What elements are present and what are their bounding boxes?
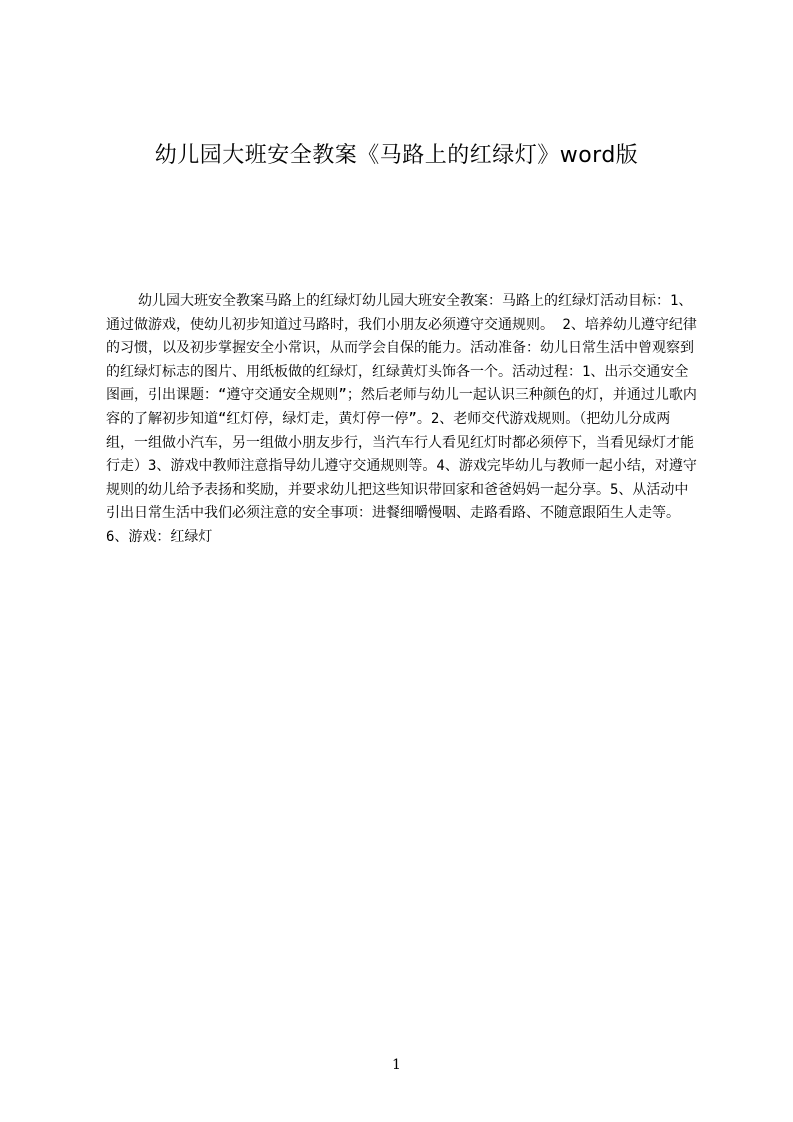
document-title: 幼儿园大班安全教案《马路上的红绿灯》word版 — [154, 143, 639, 168]
page-number: 1 — [392, 1057, 401, 1073]
document-body-paragraph: 幼儿园大班安全教案马路上的红绿灯幼儿园大班安全教案：马路上的红绿灯活动目标：1、通过做游戏，使幼儿初步知道过马路时，我们小朋友必须遵守交通规则。 2、培养幼儿遵守纪律的习惯，以及初步掌握安全小常识，从而学会自保的能力。活动准备：幼儿日常生活中曾观察到的红绿灯标志的图片、用纸板做的红绿灯，红绿黄灯头饰各一个。活动过程：1、出示交通安全图画，引出课题：“遵守交通安全规则”；然后老师与幼儿一起认识三种颜色的灯，并通过儿歌内容的了解初步知道“红灯停，绿灯走，黄灯停一停”。2、老师交代游戏规则。（把幼儿分成两组，一组做小汽车，另一组做小朋友步行，当汽车行人看见红灯时都必须停下，当看见绿灯才能行走）3、游戏中教师注意指导幼儿遵守交通规则等。4、游戏完毕幼儿与教师一起小结，对遵守规则的幼儿给予表扬和奖励，并要求幼儿把这些知识带回家和爸爸妈妈一起分享。5、从活动中引出日常生活中我们必须注意的安全事项：进餐细嚼慢咽、走路看路、不随意跟陌生人走等。6、游戏：红绿灯 — [106, 293, 697, 545]
